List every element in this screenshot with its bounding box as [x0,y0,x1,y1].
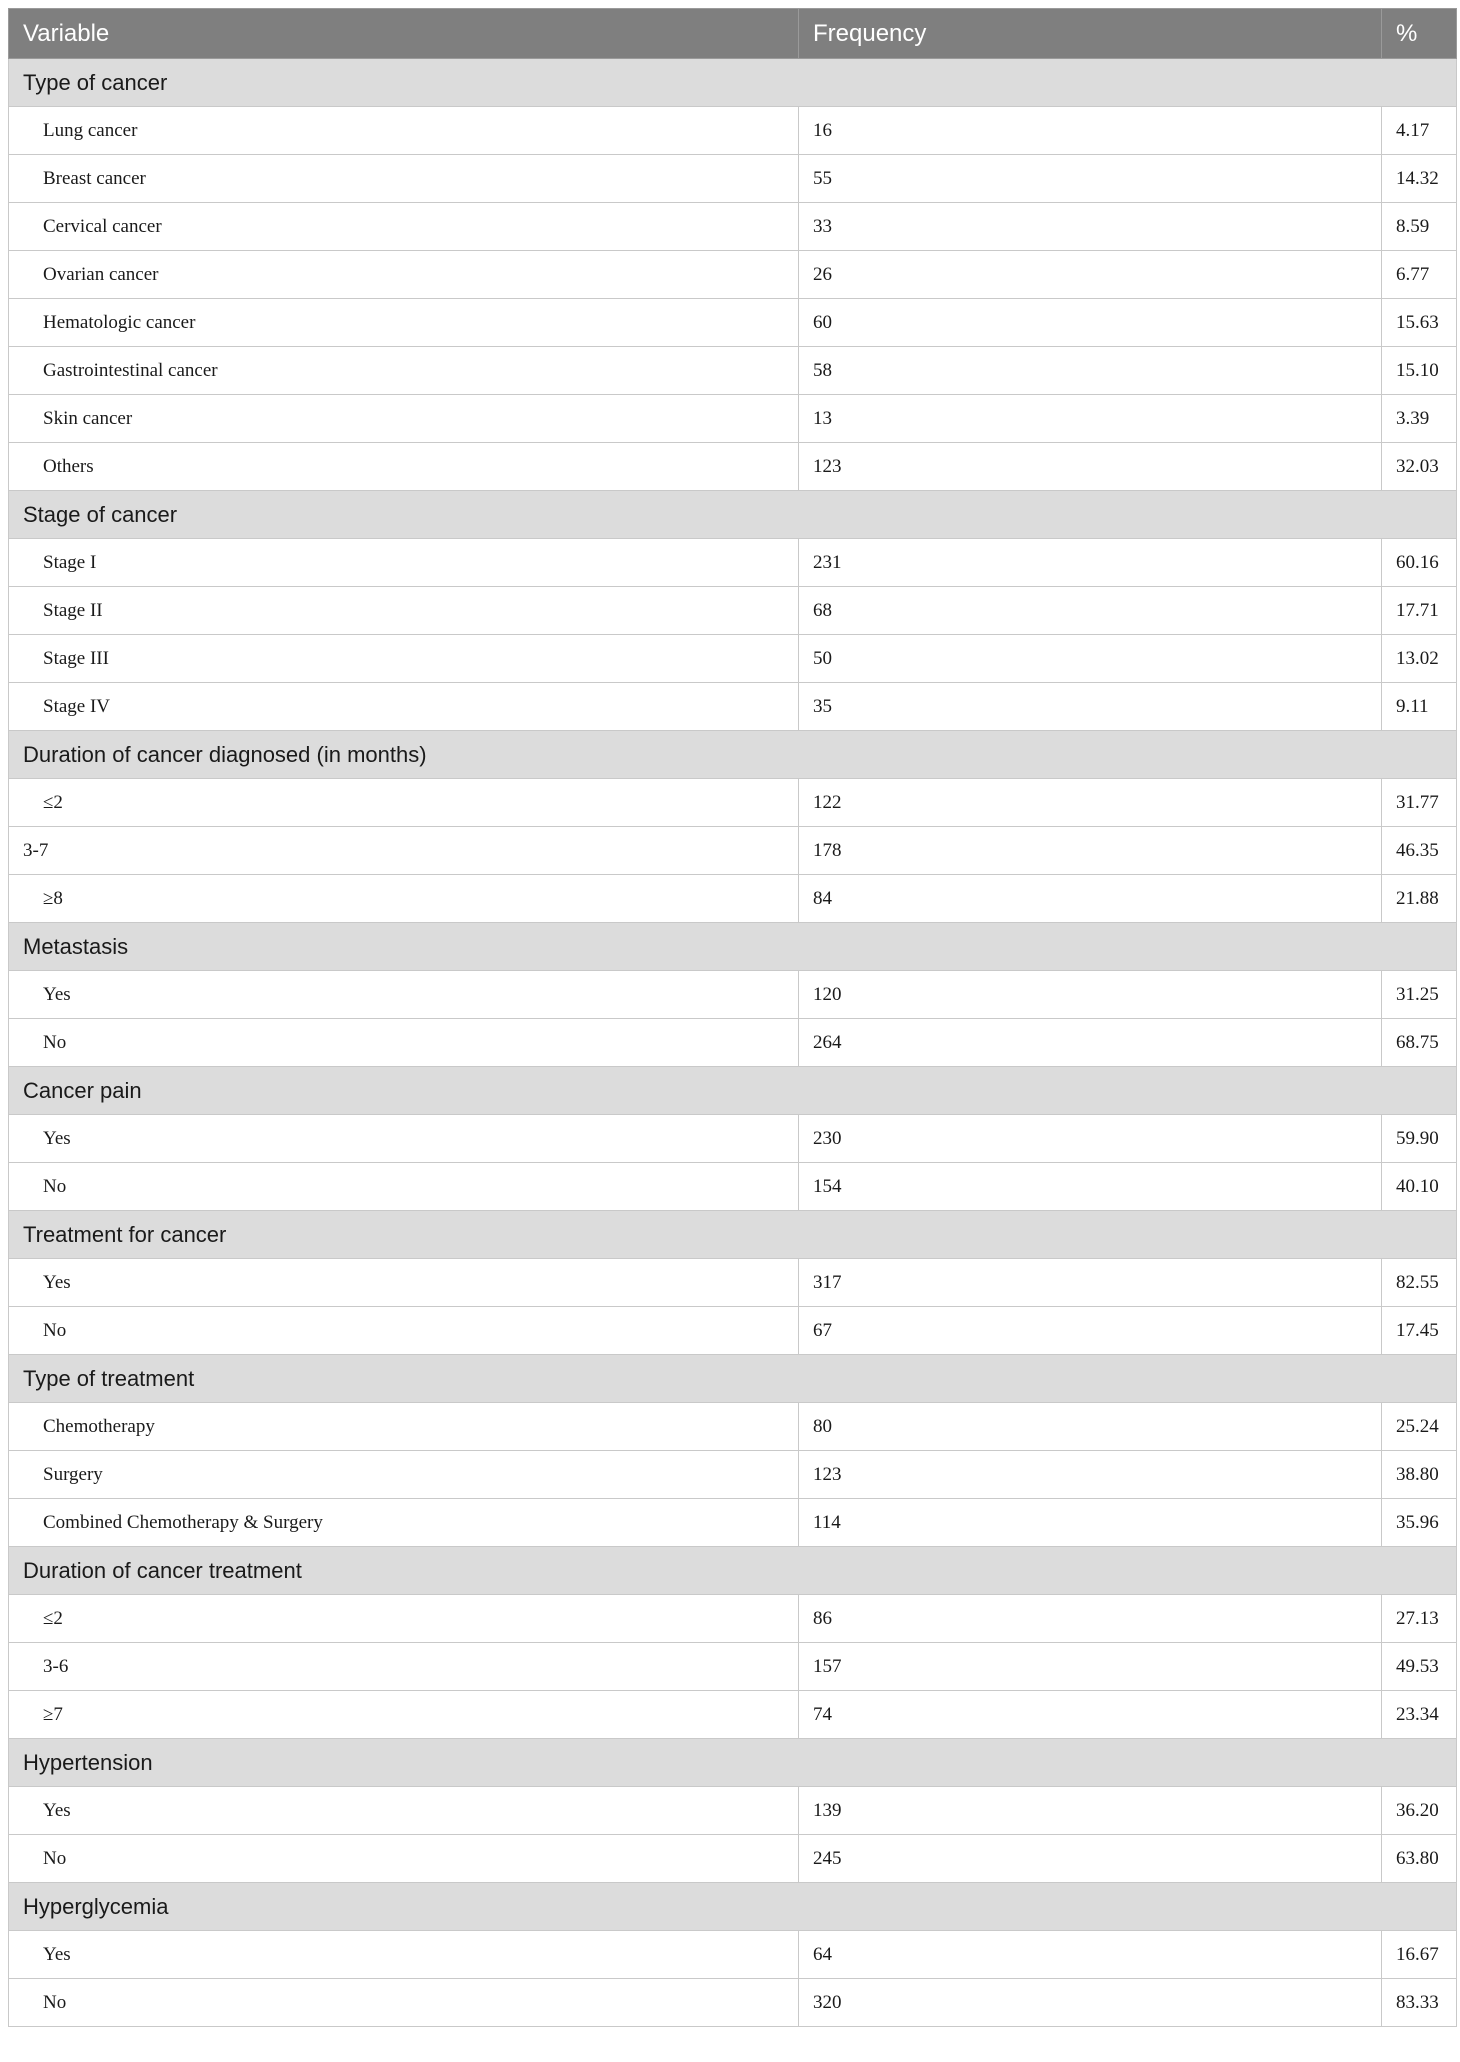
row-label: Combined Chemotherapy & Surgery [9,1499,799,1547]
table-header [9,9,1457,59]
row-percent: 8.59 [1382,203,1457,251]
row-frequency: 123 [799,1451,1382,1499]
row-frequency: 84 [799,875,1382,923]
row-percent: 14.32 [1382,155,1457,203]
table-row [9,1643,1457,1691]
table-row [9,107,1457,155]
row-frequency: 74 [799,1691,1382,1739]
table-row [9,1931,1457,1979]
row-label: Cervical cancer [9,203,799,251]
row-percent: 31.25 [1382,971,1457,1019]
section-header-row [9,1883,1457,1931]
row-label: Yes [9,1787,799,1835]
row-percent: 82.55 [1382,1259,1457,1307]
row-label: No [9,1163,799,1211]
row-frequency: 26 [799,251,1382,299]
row-frequency: 67 [799,1307,1382,1355]
row-percent: 17.45 [1382,1307,1457,1355]
row-frequency: 123 [799,443,1382,491]
table-body [9,59,1457,2027]
row-percent: 31.77 [1382,779,1457,827]
row-percent: 32.03 [1382,443,1457,491]
table-row [9,1259,1457,1307]
row-label: Yes [9,1931,799,1979]
row-label: Surgery [9,1451,799,1499]
row-label: No [9,1307,799,1355]
table-row [9,1307,1457,1355]
row-frequency: 58 [799,347,1382,395]
section-title: Cancer pain [9,1067,1457,1115]
table-row [9,971,1457,1019]
section-header-row [9,1739,1457,1787]
section-title: Type of cancer [9,59,1457,107]
table-row [9,443,1457,491]
row-frequency: 16 [799,107,1382,155]
table-row [9,1979,1457,2027]
section-title: Hypertension [9,1739,1457,1787]
table-row [9,1595,1457,1643]
row-label: Ovarian cancer [9,251,799,299]
row-percent: 15.63 [1382,299,1457,347]
row-label: Stage III [9,635,799,683]
table-row [9,299,1457,347]
row-label: 3-6 [9,1643,799,1691]
table-row [9,1019,1457,1067]
row-percent: 36.20 [1382,1787,1457,1835]
table-row [9,395,1457,443]
row-label: No [9,1019,799,1067]
row-percent: 59.90 [1382,1115,1457,1163]
section-header-row [9,731,1457,779]
row-frequency: 13 [799,395,1382,443]
row-label: Others [9,443,799,491]
row-label: Skin cancer [9,395,799,443]
row-label: Breast cancer [9,155,799,203]
row-label: ≤2 [9,1595,799,1643]
row-percent: 4.17 [1382,107,1457,155]
section-header-row [9,1547,1457,1595]
table-row [9,587,1457,635]
section-title: Treatment for cancer [9,1211,1457,1259]
table-row [9,1787,1457,1835]
row-frequency: 139 [799,1787,1382,1835]
table-row [9,875,1457,923]
table-row [9,1499,1457,1547]
row-frequency: 120 [799,971,1382,1019]
table-row [9,251,1457,299]
table-row [9,635,1457,683]
table-row [9,1403,1457,1451]
section-title: Metastasis [9,923,1457,971]
row-percent: 27.13 [1382,1595,1457,1643]
row-percent: 21.88 [1382,875,1457,923]
row-frequency: 317 [799,1259,1382,1307]
row-label: No [9,1979,799,2027]
section-title: Hyperglycemia [9,1883,1457,1931]
row-frequency: 35 [799,683,1382,731]
table-row [9,539,1457,587]
section-header-row [9,1211,1457,1259]
row-label: Lung cancer [9,107,799,155]
row-percent: 35.96 [1382,1499,1457,1547]
data-table [8,8,1457,2027]
row-label: ≤2 [9,779,799,827]
row-frequency: 114 [799,1499,1382,1547]
row-label: ≥7 [9,1691,799,1739]
row-label: Gastrointestinal cancer [9,347,799,395]
row-percent: 49.53 [1382,1643,1457,1691]
row-label: 3-7 [9,827,799,875]
row-percent: 25.24 [1382,1403,1457,1451]
row-percent: 17.71 [1382,587,1457,635]
row-label: ≥8 [9,875,799,923]
section-header-row [9,491,1457,539]
row-frequency: 178 [799,827,1382,875]
row-frequency: 55 [799,155,1382,203]
row-percent: 6.77 [1382,251,1457,299]
section-title: Stage of cancer [9,491,1457,539]
row-percent: 23.34 [1382,1691,1457,1739]
table-row [9,1691,1457,1739]
row-percent: 63.80 [1382,1835,1457,1883]
row-frequency: 154 [799,1163,1382,1211]
row-percent: 13.02 [1382,635,1457,683]
row-frequency: 122 [799,779,1382,827]
row-percent: 16.67 [1382,1931,1457,1979]
row-frequency: 80 [799,1403,1382,1451]
row-percent: 60.16 [1382,539,1457,587]
row-label: Hematologic cancer [9,299,799,347]
section-header-row [9,1355,1457,1403]
table-row [9,827,1457,875]
row-frequency: 64 [799,1931,1382,1979]
row-frequency: 33 [799,203,1382,251]
row-frequency: 157 [799,1643,1382,1691]
row-percent: 15.10 [1382,347,1457,395]
table-row [9,1451,1457,1499]
row-frequency: 68 [799,587,1382,635]
table-row [9,1115,1457,1163]
row-label: Yes [9,971,799,1019]
row-percent: 40.10 [1382,1163,1457,1211]
table-row [9,779,1457,827]
row-label: Stage IV [9,683,799,731]
row-label: No [9,1835,799,1883]
row-frequency: 230 [799,1115,1382,1163]
section-header-row [9,1067,1457,1115]
section-title: Duration of cancer diagnosed (in months) [9,731,1457,779]
row-percent: 83.33 [1382,1979,1457,2027]
table-row [9,683,1457,731]
row-frequency: 231 [799,539,1382,587]
row-percent: 9.11 [1382,683,1457,731]
row-frequency: 320 [799,1979,1382,2027]
row-label: Yes [9,1259,799,1307]
row-label: Chemotherapy [9,1403,799,1451]
table-row [9,347,1457,395]
section-header-row [9,923,1457,971]
row-label: Yes [9,1115,799,1163]
table-row [9,1835,1457,1883]
table-row [9,155,1457,203]
header-frequency: Frequency [799,9,1382,59]
row-percent: 38.80 [1382,1451,1457,1499]
row-percent: 3.39 [1382,395,1457,443]
row-frequency: 50 [799,635,1382,683]
header-percent: % [1382,9,1457,59]
section-title: Type of treatment [9,1355,1457,1403]
table-row [9,203,1457,251]
row-percent: 68.75 [1382,1019,1457,1067]
table-row [9,1163,1457,1211]
row-label: Stage II [9,587,799,635]
row-label: Stage I [9,539,799,587]
row-frequency: 86 [799,1595,1382,1643]
row-frequency: 60 [799,299,1382,347]
row-frequency: 264 [799,1019,1382,1067]
row-frequency: 245 [799,1835,1382,1883]
row-percent: 46.35 [1382,827,1457,875]
header-variable: Variable [9,9,799,59]
header-row [9,9,1457,59]
section-header-row [9,59,1457,107]
section-title: Duration of cancer treatment [9,1547,1457,1595]
